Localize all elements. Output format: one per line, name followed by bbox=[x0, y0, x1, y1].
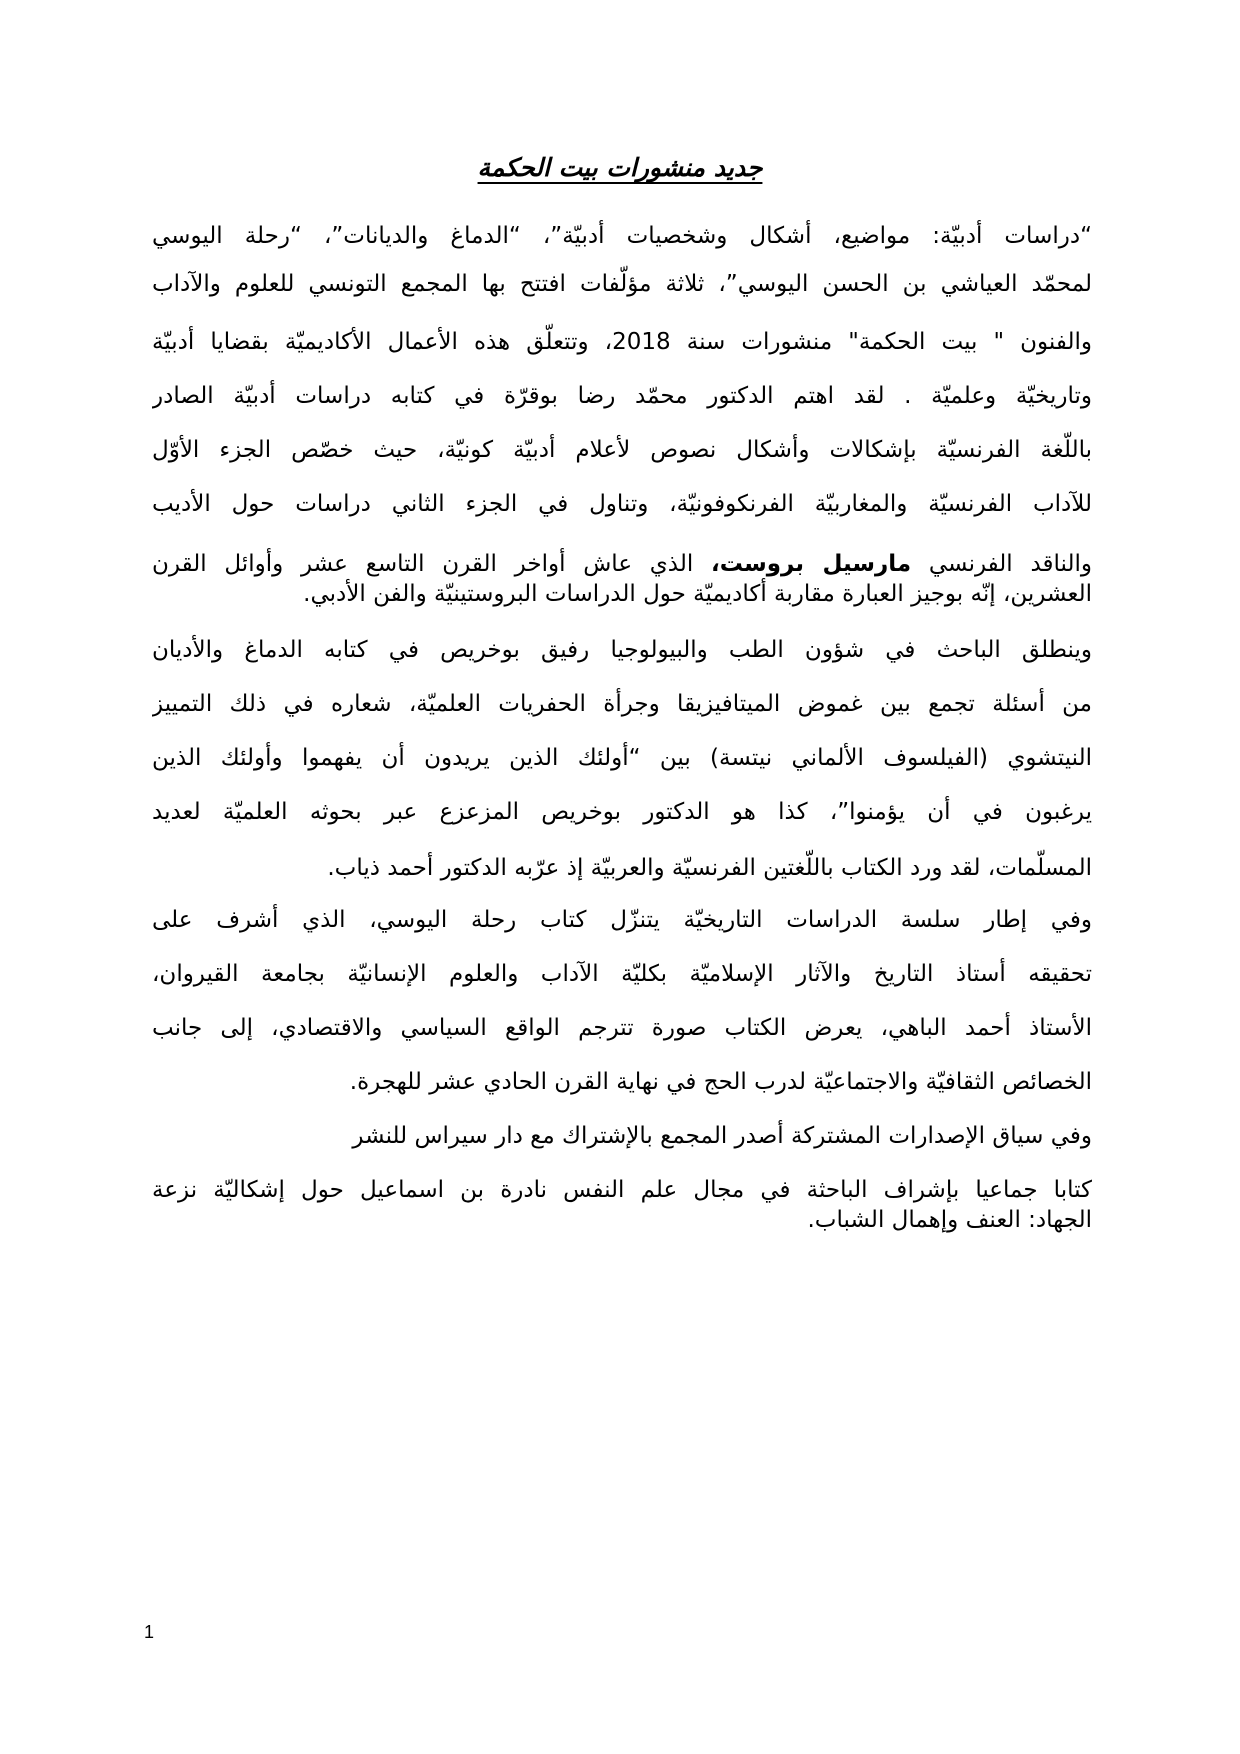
proust-line-before: والناقد الفرنسي bbox=[911, 551, 1092, 577]
page-title: جديد منشورات بيت الحكمة bbox=[477, 153, 763, 182]
paragraph-line-14: وفي إطار سلسة الدراسات التاريخيّة يتنزّل كتاب رحلة اليوسي، الذي أشرف على bbox=[152, 907, 1092, 933]
page-number: 1 bbox=[144, 1622, 155, 1642]
paragraph-line-10: من أسئلة تجمع بين غموض الميتافيزيقا وجرأة الحفريات العلميّة، شعاره في ذلك التمييز bbox=[152, 691, 1092, 717]
paragraph-line-18: وفي سياق الإصدارات المشتركة أصدر المجمع بالإشتراك مع دار سيراس للنشر bbox=[352, 1123, 1092, 1149]
proust-name: مارسيل بروست، bbox=[711, 551, 912, 577]
paragraph-line-16: الأستاذ أحمد الباهي، يعرض الكتاب صورة تترجم الواقع السياسي والاقتصادي، إلى جانب bbox=[152, 1015, 1092, 1041]
paragraph-line-20: الجهاد: العنف وإهمال الشباب. bbox=[807, 1207, 1092, 1233]
paragraph-line-8: العشرين، إنّه بوجيز العبارة مقاربة أكاديميّة حول الدراسات البروستينيّة والفن الأدبي. bbox=[303, 581, 1092, 607]
paragraph-line-13: المسلّمات، لقد ورد الكتاب باللّغتين الفرنسيّة والعربيّة إذ عرّبه الدكتور أحمد ذياب. bbox=[327, 855, 1092, 881]
paragraph-line-1: “دراسات أدبيّة: مواضيع، أشكال وشخصيات أدبيّة”، “الدماغ والديانات”، “رحلة اليوسي bbox=[152, 223, 1092, 249]
paragraph-line-15: تحقيقه أستاذ التاريخ والآثار الإسلاميّة بكليّة الآداب والعلوم الإنسانيّة بجامعة القيروان، bbox=[152, 961, 1092, 987]
proust-line-after: الذي عاش أواخر القرن التاسع عشر وأوائل القرن bbox=[152, 551, 712, 577]
paragraph-line-17: الخصائص الثقافيّة والاجتماعيّة لدرب الحج في نهاية القرن الحادي عشر للهجرة. bbox=[349, 1069, 1092, 1095]
paragraph-line-2: لمحمّد العياشي بن الحسن اليوسي”، ثلاثة مؤلّفات افتتح بها المجمع التونسي للعلوم والآداب bbox=[152, 271, 1092, 297]
paragraph-line-4: وتاريخيّة وعلميّة . لقد اهتم الدكتور محمّد رضا بوقرّة في كتابه دراسات أدبيّة الصادر bbox=[152, 383, 1092, 409]
paragraph-line-12: يرغبون في أن يؤمنوا”، كذا هو الدكتور بوخريص المزعزع عبر بحوثه العلميّة لعديد bbox=[152, 799, 1092, 825]
paragraph-line-3: والفنون " بيت الحكمة" منشورات سنة 2018، وتتعلّق هذه الأعمال الأكاديميّة بقضايا أدبيّة bbox=[152, 329, 1092, 355]
paragraph-line-6: للآداب الفرنسيّة والمغاربيّة الفرنكوفونيّة، وتناول في الجزء الثاني دراسات حول الأديب bbox=[152, 491, 1092, 517]
paragraph-line-19: كتابا جماعيا بإشراف الباحثة في مجال علم النفس نادرة بن اسماعيل حول إشكاليّة نزعة bbox=[152, 1177, 1092, 1203]
paragraph-line-9: وينطلق الباحث في شؤون الطب والبيولوجيا رفيق بوخريص في كتابه الدماغ والأديان bbox=[152, 637, 1092, 663]
paragraph-line-5: باللّغة الفرنسيّة بإشكالات وأشكال نصوص لأعلام أدبيّة كونيّة، حيث خصّص الجزء الأوّل bbox=[152, 437, 1092, 463]
paragraph-line-11: النيتشوي (الفيلسوف الألماني نيتسة) بين “أولئك الذين يريدون أن يفهموا وأولئك الذين bbox=[152, 745, 1092, 771]
